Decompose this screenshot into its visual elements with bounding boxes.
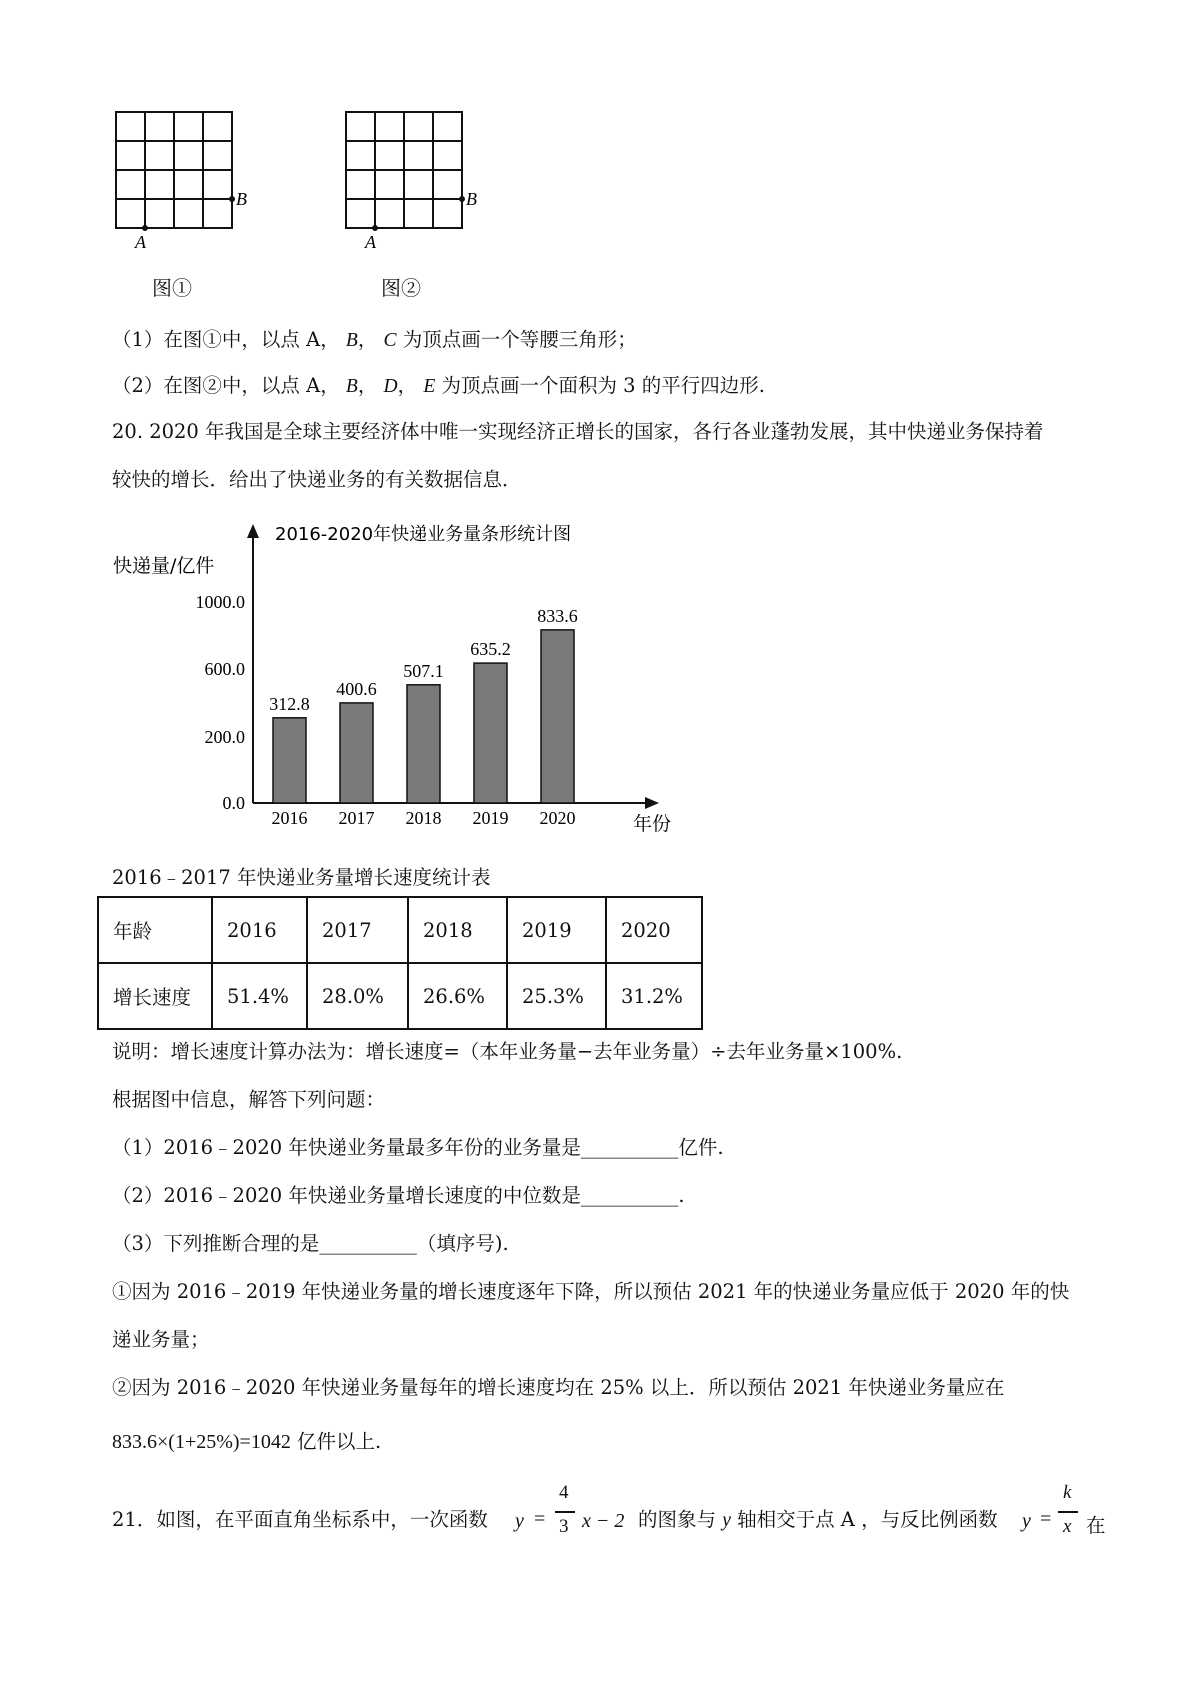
point-b — [229, 196, 235, 202]
chart-ylabel: 快递量/亿件 — [113, 555, 215, 577]
fraction-numerator: k — [1063, 1482, 1072, 1503]
q21-line — [112, 1510, 488, 1530]
q21-mid2: 轴相交于点 — [737, 1508, 835, 1531]
bar-value-label: 507.1 — [403, 660, 444, 681]
q20-question-2: （2）2016﹣2020 年快递业务量增长速度的中位数是__________. — [112, 1184, 685, 1207]
bar-chart — [105, 520, 685, 840]
fraction-bar — [1058, 1511, 1078, 1513]
growth-table — [97, 896, 703, 1030]
label-a: A — [365, 232, 376, 252]
table-row — [98, 963, 702, 1029]
table-cell: 2019 — [507, 897, 606, 963]
fraction-denominator: x — [1063, 1516, 1072, 1537]
q19-part1-suffix: 为顶点画一个等腰三角形； — [402, 328, 637, 351]
q19-part2-suffix: 为顶点画一个面积为 3 的平行四边形. — [441, 374, 765, 397]
x-tick-label: 2017 — [338, 808, 375, 828]
fraction-denominator: 3 — [559, 1516, 569, 1537]
fraction-numerator: 4 — [559, 1482, 569, 1503]
q21-mid — [638, 1510, 998, 1531]
formula: 833.6×(1+25%)=1042 — [112, 1431, 291, 1453]
table-cell: 年龄 — [98, 897, 212, 963]
q21-equals-2: = — [1040, 1508, 1052, 1530]
table-cell: 26.6% — [408, 963, 507, 1029]
q19-part2: （2）在图②中，以点 A， B， D， E 为顶点画一个面积为 3 的平行四边形. — [112, 374, 765, 397]
q19-part1-a: A — [306, 328, 321, 351]
bar-value-label: 635.2 — [470, 639, 511, 660]
fraction-bar — [555, 1511, 575, 1513]
bar-value-label: 400.6 — [336, 678, 377, 699]
table-cell: 25.3% — [507, 963, 606, 1029]
fraction-k-over-x — [1058, 1478, 1078, 1548]
fraction-four-thirds — [555, 1478, 575, 1548]
q20-statement-2-line-1: ②因为 2016﹣2020 年快递业务量每年的增长速度均在 25% 以上．所以预估 2021 年快递业务量应在 — [112, 1376, 1005, 1399]
y-tick-label: 1000.0 — [195, 592, 245, 612]
label-a: A — [135, 232, 146, 252]
formula-suffix: 亿件以上. — [297, 1430, 382, 1453]
table-cell: 2016 — [212, 897, 307, 963]
q20-statement-1-line-2: 递业务量； — [112, 1328, 210, 1351]
chart-xlabel: 年份 — [633, 813, 672, 835]
q21-mid-text: 的图象与 — [638, 1508, 717, 1531]
q19-part1-c: C — [383, 330, 397, 351]
figure-2-caption: 图② — [381, 276, 421, 300]
point-b — [459, 196, 465, 202]
q21-mid3: ，与反比例函数 — [861, 1508, 998, 1531]
chart-title: 2016-2020年快递业务量条形统计图 — [275, 524, 572, 545]
grid-figure-1 — [100, 100, 247, 252]
y-axis-arrow — [247, 524, 259, 538]
table-cell: 28.0% — [307, 963, 408, 1029]
point-a — [142, 225, 148, 231]
table-cell: 31.2% — [606, 963, 702, 1029]
q20-question-3: （3）下列推断合理的是__________（填序号). — [112, 1232, 509, 1255]
bar-value-label: 312.8 — [269, 693, 310, 714]
x-axis-arrow — [645, 797, 659, 809]
table-cell: 2017 — [307, 897, 408, 963]
label-b: B — [236, 189, 247, 209]
q20-statement-2-line-2 — [112, 1432, 381, 1452]
q19-part2-prefix: （2）在图②中，以点 — [112, 374, 300, 397]
bar — [541, 630, 574, 803]
q20-line-1: 20. 2020 年我国是全球主要经济体中唯一实现经济正增长的国家，各行各业蓬勃发展，其中快递业务保持着 — [112, 420, 1044, 443]
x-tick-label: 2020 — [539, 808, 576, 828]
q19-part1: （1）在图①中，以点 A， B， C 为顶点画一个等腰三角形； — [112, 328, 637, 351]
bar-value-label: 833.6 — [537, 605, 578, 626]
q20-intro: 根据图中信息，解答下列问题： — [112, 1088, 386, 1111]
table-cell: 2020 — [606, 897, 702, 963]
q20-note: 说明：增长速度计算办法为：增长速度=（本年业务量−去年业务量）÷去年业务量×100%. — [112, 1040, 903, 1063]
table-cell: 2018 — [408, 897, 507, 963]
grid-figure-2 — [330, 100, 477, 252]
bar — [474, 663, 507, 803]
q20-statement-1-line-1: ①因为 2016﹣2019 年快递业务量的增长速度逐年下降，所以预估 2021 年的快递业务量应低于 2020 年的快 — [112, 1280, 1070, 1303]
table-title: 2016﹣2017 年快递业务量增长速度统计表 — [112, 866, 491, 889]
q19-part2-a: A — [306, 374, 321, 397]
q21-x-term: x − 2 — [582, 1510, 625, 1532]
q19-part2-b: B — [345, 376, 358, 397]
figure-1-caption: 图① — [152, 276, 192, 300]
q19-part2-d: D — [383, 376, 398, 397]
x-tick-label: 2016 — [271, 808, 308, 828]
bar — [273, 718, 306, 803]
table-cell: 51.4% — [212, 963, 307, 1029]
x-tick-label: 2018 — [405, 808, 442, 828]
q21-end: 在 — [1086, 1514, 1106, 1537]
point-a — [372, 225, 378, 231]
q19-part2-e: E — [423, 376, 436, 397]
table-header-row — [98, 897, 702, 963]
q21-prefix: 21．如图，在平面直角坐标系中，一次函数 — [112, 1508, 488, 1531]
y-tick-label: 200.0 — [204, 727, 245, 747]
q19-part1-prefix: （1）在图①中，以点 — [112, 328, 300, 351]
q21-y: y — [515, 1510, 524, 1532]
label-b: B — [466, 189, 477, 209]
q20-line-2: 较快的增长．给出了快递业务的有关数据信息． — [112, 468, 522, 491]
bar — [340, 703, 373, 803]
bar — [407, 685, 440, 803]
y-tick-label: 0.0 — [222, 793, 245, 813]
q21-y2: y — [1022, 1510, 1031, 1532]
y-tick-label: 600.0 — [204, 659, 245, 679]
x-tick-label: 2019 — [472, 808, 509, 828]
q21-yaxis: y — [722, 1510, 731, 1531]
q21-equals: = — [534, 1508, 546, 1530]
table-cell: 增长速度 — [98, 963, 212, 1029]
q20-question-1: （1）2016﹣2020 年快递业务量最多年份的业务量是__________亿件. — [112, 1136, 724, 1159]
q21-point: A — [840, 1508, 855, 1531]
q19-part1-b: B — [345, 330, 358, 351]
